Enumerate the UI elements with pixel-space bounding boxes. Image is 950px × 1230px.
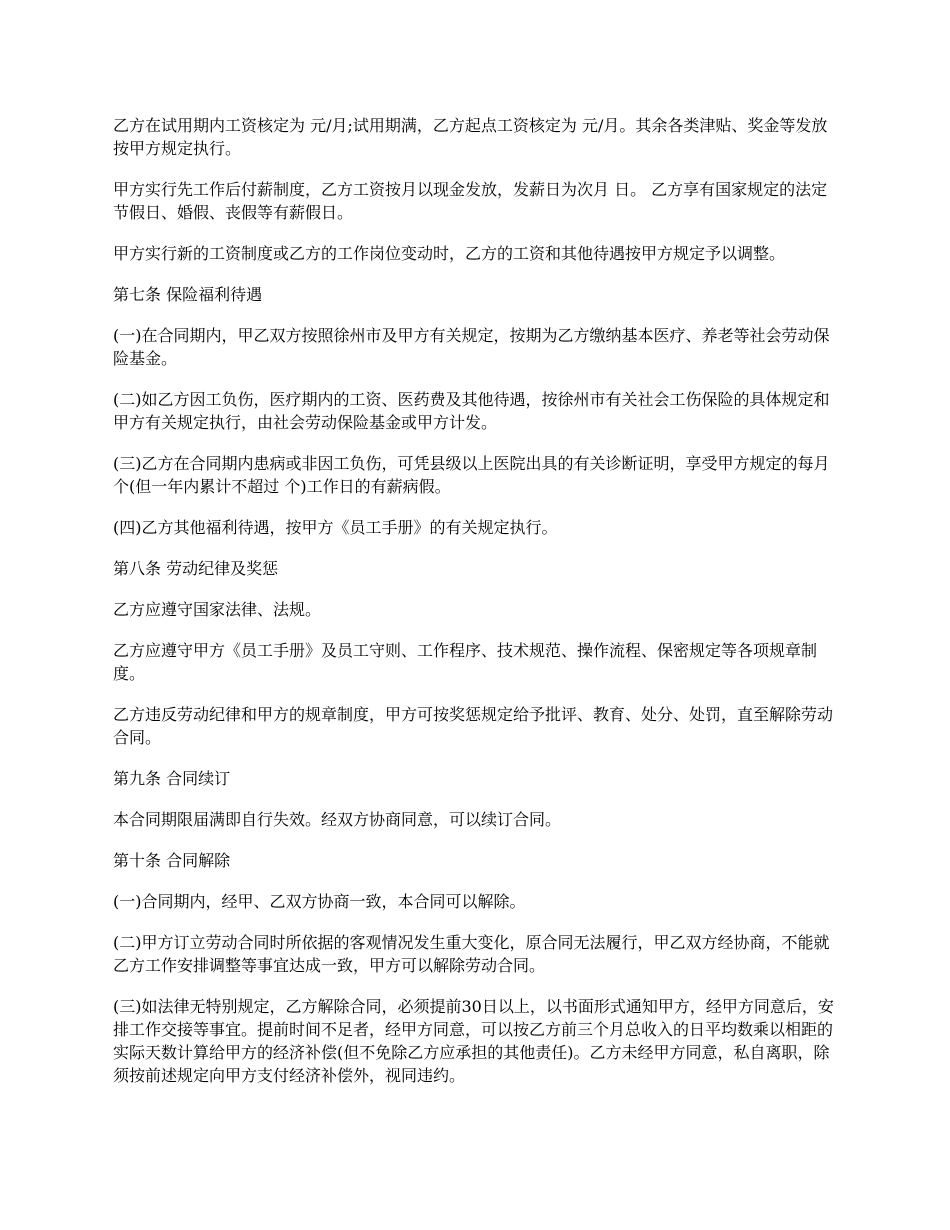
paragraph-social-insurance: (一)在合同期内，甲乙双方按照徐州市及甲方有关规定，按期为乙方缴纳基本医疗、养老等社会劳动保险基金。 <box>113 326 830 368</box>
paragraph-obey-rules: 乙方应遵守甲方《员工手册》及员工守则、工作程序、技术规范、操作流程、保密规定等各项规章制度。 <box>113 641 818 683</box>
paragraph-probation-salary: 乙方在试用期内工资核定为 元/月;试用期满，乙方起点工资核定为 元/月。其余各类津贴、奖金等发放按甲方规定执行。 <box>113 116 828 158</box>
paragraph-employee-resignation: (三)如法律无特别规定，乙方解除合同，必须提前30日以上，以书面形式通知甲方，经甲方同意后，安排工作交接等事宜。提前时间不足者，经甲方同意，可以按乙方前三个月总收入的日平均数乘以相距的实际天数计算给甲方的经济补偿(但不免除乙方应承担的其他责任)。乙方未经甲方同意，私自离职，除须按前述规定向甲方支付经济补偿外，视同违约。 <box>113 997 834 1085</box>
paragraph-sick-leave: (三)乙方在合同期内患病或非因工负伤，可凭县级以上医院出具的有关诊断证明，享受甲方规定的每月 个(但一年内累计不超过 个)工作日的有薪病假。 <box>113 454 830 496</box>
paragraph-discipline-violation: 乙方违反劳动纪律和甲方的规章制度，甲方可按奖惩规定给予批评、教育、处分、处罚，直至解除劳动合同。 <box>113 705 834 747</box>
paragraph-circumstance-change: (二)甲方订立劳动合同时所依据的客观情况发生重大变化，原合同无法履行，甲乙双方经协商，不能就乙方工作安排调整等事宜达成一致，甲方可以解除劳动合同。 <box>113 933 830 975</box>
paragraph-contract-renewal: 本合同期限届满即自行失效。经双方协商同意，可以续订合同。 <box>113 810 562 829</box>
paragraph-salary-adjustment: 甲方实行新的工资制度或乙方的工作岗位变动时，乙方的工资和其他待遇按甲方规定予以调整。 <box>113 244 786 263</box>
section-heading-article-7: 第七条 保险福利待遇 <box>113 285 263 304</box>
paragraph-work-injury: (二)如乙方因工负伤，医疗期内的工资、医药费及其他待遇，按徐州市有关社会工伤保险的具体规定和甲方有关规定执行，由社会劳动保险基金或甲方计发。 <box>113 390 830 432</box>
paragraph-mutual-termination: (一)合同期内，经甲、乙双方协商一致，本合同可以解除。 <box>113 892 526 911</box>
section-heading-article-9: 第九条 合同续订 <box>113 769 231 788</box>
paragraph-other-benefits: (四)乙方其他福利待遇，按甲方《员工手册》的有关规定执行。 <box>113 518 558 537</box>
paragraph-payment-system: 甲方实行先工作后付薪制度，乙方工资按月以现金发放，发薪日为次月 日。 乙方享有国家规定的法定节假日、婚假、丧假等有薪假日。 <box>113 180 828 222</box>
paragraph-obey-law: 乙方应遵守国家法律、法规。 <box>113 600 322 619</box>
document-body <box>113 114 843 1105</box>
section-heading-article-8: 第八条 劳动纪律及奖惩 <box>113 559 279 578</box>
section-heading-article-10: 第十条 合同解除 <box>113 851 231 870</box>
